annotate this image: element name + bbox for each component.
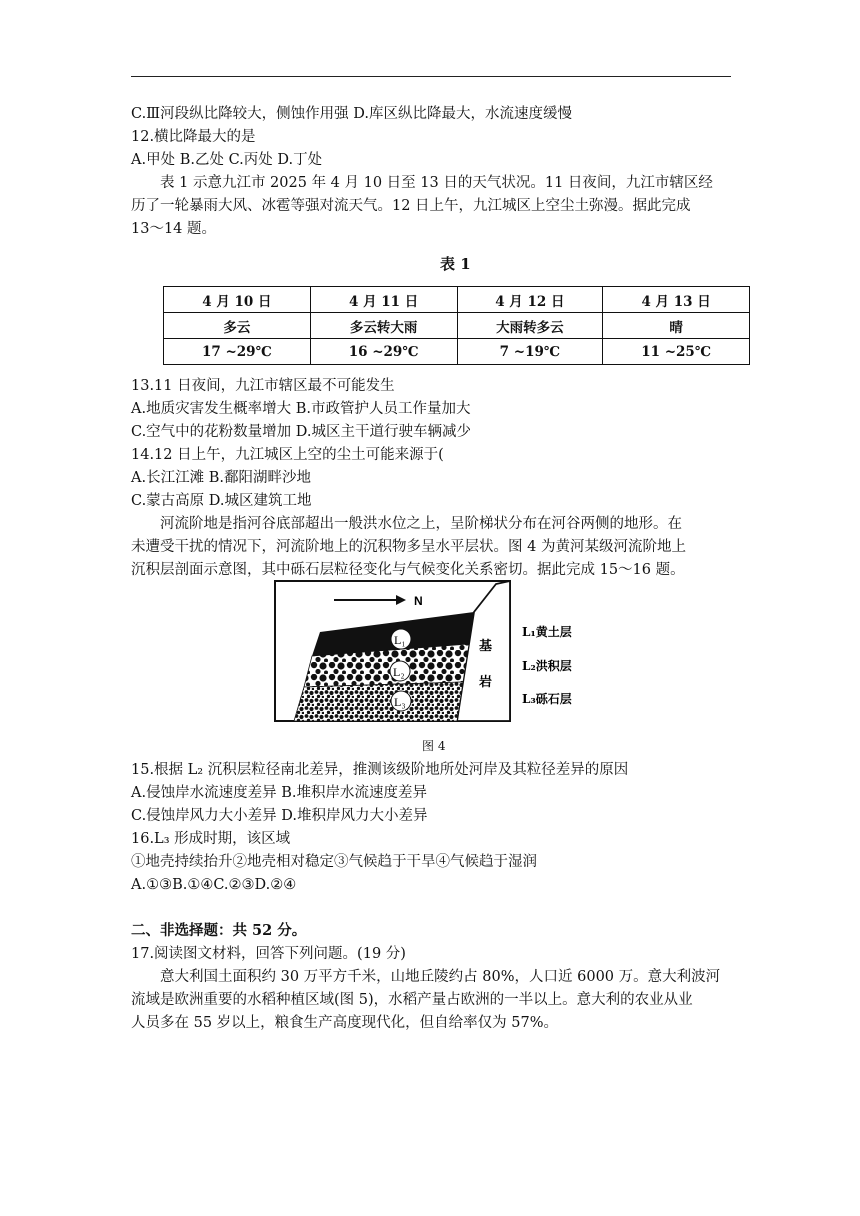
q11-options-cd: C.Ⅲ河段纵比降较大，侧蚀作用强 D.库区纵比降最大，水流速度缓慢	[131, 106, 572, 122]
q15-stem: 15.根据 L₂ 沉积层粒径南北差异，推测该级阶地所处河岸及其粒径差异的原因	[131, 762, 629, 778]
table-row-dates	[164, 287, 750, 313]
q12-options: A.甲处 B.乙处 C.丙处 D.丁处	[131, 152, 323, 168]
q16-statements: ①地壳持续抬升②地壳相对稳定③气候趋于干旱④气候趋于湿润	[131, 854, 537, 870]
section-heading: 二、非选择题：共 52 分。	[131, 922, 307, 939]
passage-3-line-3: 人员多在 55 岁以上，粮食生产高度现代化，但自给率仅为 57%。	[131, 1015, 559, 1031]
layer-label-l1: L₁	[394, 633, 406, 647]
top-rule	[131, 76, 731, 77]
table-cell: 4 月 12 日	[457, 287, 603, 313]
layer-label-l3: L₃	[394, 695, 406, 709]
passage-2-line-3: 沉积层剖面示意图，其中砾石层粒径变化与气候变化关系密切。据此完成 15～16 题。	[131, 562, 685, 578]
passage-1-line-3: 13～14 题。	[131, 221, 217, 237]
table-cell: 4 月 10 日	[164, 287, 311, 313]
q15-options-cd: C.侵蚀岸风力大小差异 D.堆积岸风力大小差异	[131, 808, 428, 824]
passage-3-line-1: 意大利国土面积约 30 万平方千米，山地丘陵约占 80%，人口近 6000 万。意大利波河	[160, 969, 721, 985]
q13-stem: 13.11 日夜间，九江市辖区最不可能发生	[131, 378, 395, 394]
legend-l3: L₃砾石层	[522, 692, 572, 706]
terrace-profile-figure	[274, 578, 594, 726]
passage-3-line-2: 流域是欧洲重要的水稻种植区域(图 5)，水稻产量占欧洲的一半以上。意大利的农业从业	[131, 992, 693, 1008]
q14-options-ab: A.长江江滩 B.鄱阳湖畔沙地	[131, 470, 311, 486]
bedrock-label-1: 基	[479, 639, 493, 654]
legend-l1: L₁黄土层	[522, 625, 572, 639]
table-row-weather	[164, 313, 750, 339]
table-cell: 17 ~29℃	[164, 339, 311, 365]
passage-2-line-2: 未遭受干扰的情况下，河流阶地上的沉积物多呈水平层状。图 4 为黄河某级河流阶地上	[131, 539, 686, 555]
figure-caption: 图 4	[422, 739, 446, 753]
q12-stem: 12.横比降最大的是	[131, 129, 256, 145]
table-cell: 4 月 13 日	[603, 287, 750, 313]
table-cell: 大雨转多云	[457, 313, 603, 339]
table-caption: 表 1	[440, 255, 471, 273]
q13-options-ab: A.地质灾害发生概率增大 B.市政管护人员工作量加大	[131, 401, 471, 417]
layer-label-l2: L₂	[393, 665, 405, 679]
q16-options: A.①③B.①④C.②③D.②④	[131, 877, 297, 893]
table-cell: 16 ~29℃	[310, 339, 457, 365]
passage-1-line-2: 历了一轮暴雨大风、冰雹等强对流天气。12 日上午，九江城区上空尘土弥漫。据此完成	[131, 198, 691, 214]
table-cell: 晴	[603, 313, 750, 339]
table-row-temps	[164, 339, 750, 365]
q14-stem: 14.12 日上午，九江城区上空的尘土可能来源于(	[131, 447, 444, 463]
table-cell: 7 ~19℃	[457, 339, 603, 365]
table-cell: 多云转大雨	[310, 313, 457, 339]
legend-l2: L₂洪积层	[522, 659, 572, 673]
q14-options-cd: C.蒙古高原 D.城区建筑工地	[131, 493, 312, 509]
q13-options-cd: C.空气中的花粉数量增加 D.城区主干道行驶车辆减少	[131, 424, 472, 440]
passage-2-line-1: 河流阶地是指河谷底部超出一般洪水位之上，呈阶梯状分布在河谷两侧的地形。在	[160, 516, 682, 532]
table-cell: 多云	[164, 313, 311, 339]
north-label: N	[414, 594, 423, 608]
table-cell: 4 月 11 日	[310, 287, 457, 313]
layer-l3	[294, 682, 463, 721]
q17-stem: 17.阅读图文材料，回答下列问题。(19 分)	[131, 946, 406, 962]
q15-options-ab: A.侵蚀岸水流速度差异 B.堆积岸水流速度差异	[131, 785, 427, 801]
q16-stem: 16.L₃ 形成时期，该区域	[131, 831, 291, 847]
bedrock-label-2: 岩	[479, 675, 493, 690]
weather-table	[163, 286, 750, 365]
table-cell: 11 ~25℃	[603, 339, 750, 365]
passage-1-line-1: 表 1 示意九江市 2025 年 4 月 10 日至 13 日的天气状况。11 日夜间，九江市辖区经	[160, 175, 713, 191]
